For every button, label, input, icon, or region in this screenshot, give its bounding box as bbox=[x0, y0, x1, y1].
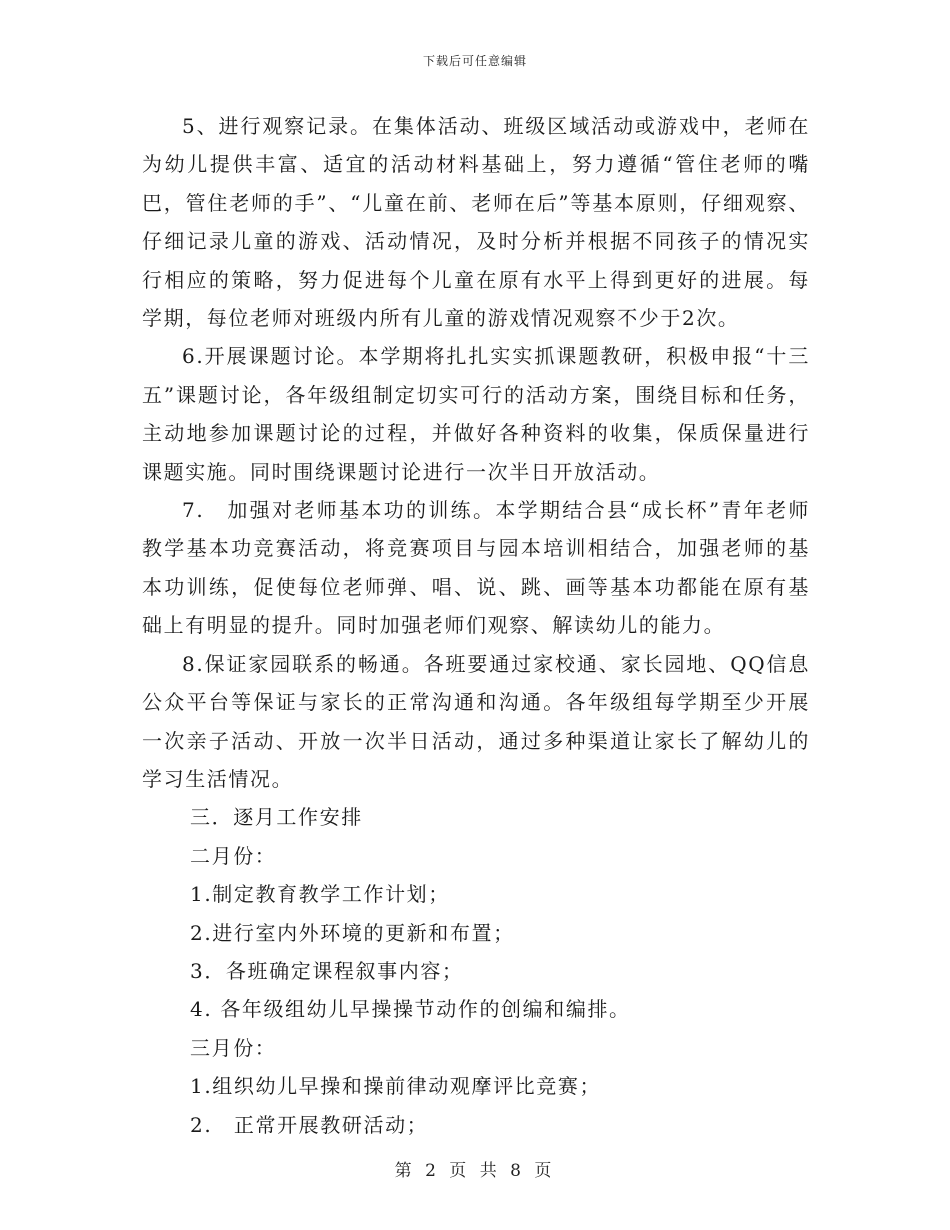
page-number: 第 2 页 共 8 页 bbox=[394, 1161, 556, 1181]
paragraph-research-topic: 6.开展课题讨论。本学期将扎扎实实抓课题教研，积极申报“十三五”课题讨论，各年级组制定切实可行的活动方案，围绕目标和任务，主动地参加课题讨论的过程，并做好各种资料的收集，保质保量进行课题实施。同时围绕课题讨论进行一次半日开放活动。 bbox=[142, 344, 810, 484]
list-item: 4. 各年级组幼儿早操操节动作的创编和编排。 bbox=[190, 997, 631, 1022]
page-header: 下载后可任意编辑 bbox=[422, 54, 527, 68]
list-item: 1.制定教育教学工作计划； bbox=[190, 882, 450, 907]
list-item: 3．各班确定课程叙事内容； bbox=[190, 958, 464, 983]
month-heading-march: 三月份： bbox=[190, 1035, 277, 1060]
document-body bbox=[142, 107, 810, 1144]
list-item: 1.组织幼儿早操和操前律动观摩评比竞赛； bbox=[190, 1074, 602, 1099]
list-item: 2. 正常开展教研活动； bbox=[190, 1112, 429, 1137]
month-heading-february: 二月份： bbox=[190, 843, 277, 868]
section-heading-monthly-plan: 三．逐月工作安排 bbox=[190, 805, 363, 830]
list-item: 2.进行室内外环境的更新和布置； bbox=[190, 920, 515, 945]
paragraph-home-school-contact: 8.保证家园联系的畅通。各班要通过家校通、家长园地、QQ信息公众平台等保证与家长的正常沟通和沟通。各年级组每学期至少开展一次亲子活动、开放一次半日活动，通过多种渠道让家长了解幼儿的学习生活情况。 bbox=[142, 651, 810, 791]
paragraph-observation-record: 5、进行观察记录。在集体活动、班级区域活动或游戏中，老师在为幼儿提供丰富、适宜的活动材料基础上，努力遵循“管住老师的嘴巴，管住老师的手”、“儿童在前、老师在后”等基本原则，仔细观察、仔细记录儿童的游戏、活动情况，及时分析并根据不同孩子的情况实行相应的策略，努力促进每个儿童在原有水平上得到更好的进展。每学期，每位老师对班级内所有儿童的游戏情况观察不少于2次。 bbox=[142, 114, 810, 331]
paragraph-teacher-training: 7. 加强对老师基本功的训练。本学期结合县“成长杯”青年老师教学基本功竞赛活动，将竞赛项目与园本培训相结合，加强老师的基本功训练，促使每位老师弹、唱、说、跳、画等基本功都能在原有基础上有明显的提升。同时加强老师们观察、解读幼儿的能力。 bbox=[142, 498, 810, 638]
